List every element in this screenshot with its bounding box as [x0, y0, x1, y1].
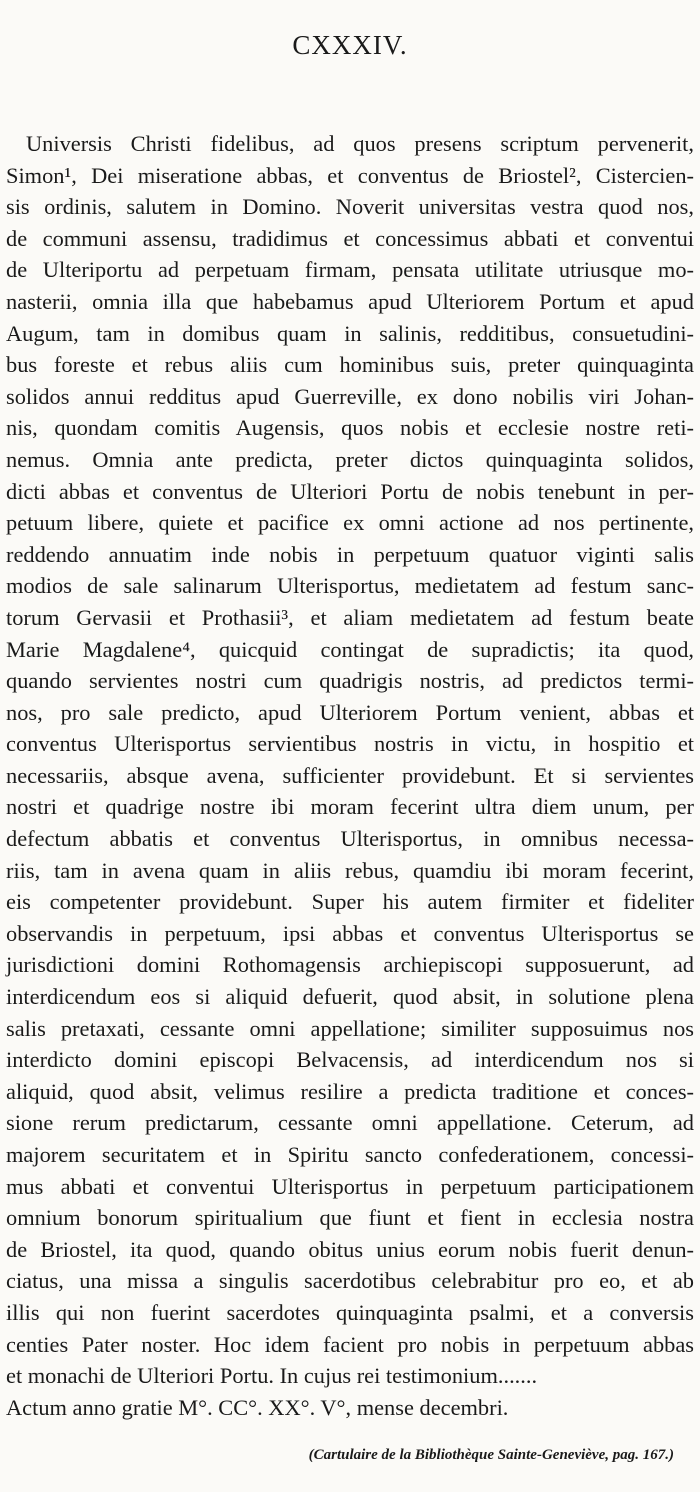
text-line: modios de sale salinarum Ulterisportus, medietatem ad festum sanc-: [6, 573, 694, 599]
text-line: nos, pro sale predicto, apud Ulteriorem Portum venient, abbas et: [6, 699, 694, 725]
text-line: aliquid, quod absit, velimus resilire a predicta traditione et conces-: [6, 1078, 694, 1104]
text-line: eis competenter providebunt. Super his autem firmiter et fideliter: [6, 889, 694, 915]
text-line: omnium bonorum spiritualium que fiunt et fient in ecclesia nostra: [6, 1205, 694, 1231]
text-line: majorem securitatem et in Spiritu sancto confederationem, concessi-: [6, 1142, 694, 1167]
text-line: mus abbati et conventui Ulterisportus in perpetuum participationem: [6, 1173, 694, 1199]
text-line: centies Pater noster. Hoc idem facient pro nobis in perpetuum abbas: [6, 1331, 694, 1357]
text-line: reddendo annuatim inde nobis in perpetuum quatuor viginti salis: [6, 541, 694, 567]
text-line: Actum anno gratie M°. CC°. XX°. V°, mense decembri.: [6, 1394, 509, 1420]
text-line: necessariis, absque avena, sufficienter providebunt. Et si servientes: [6, 762, 694, 788]
text-line: ciatus, una missa a singulis sacerdotibus celebrabitur pro eo, et ab: [6, 1268, 694, 1294]
text-line: sis ordinis, salutem in Domino. Noverit universitas vestra quod nos,: [6, 194, 694, 220]
text-line: dicti abbas et conventus de Ulteriori Portu de nobis tenebunt in per-: [6, 478, 694, 504]
text-line: nis, quondam comitis Augensis, quos nobis et ecclesie nostre reti-: [6, 415, 694, 441]
text-line: de Ulteriportu ad perpetuam firmam, pensata utilitate utriusque mo-: [6, 257, 694, 283]
text-line: de Briostel, ita quod, quando obitus unius eorum nobis fuerit denun-: [6, 1236, 694, 1262]
text-line: salis pretaxati, cessante omni appellatione; similiter supposuimus nos: [6, 1015, 694, 1041]
text-line: nemus. Omnia ante predicta, preter dictos quinquaginta solidos,: [6, 446, 694, 472]
text-line: interdicendum eos si aliquid defuerit, quod absit, in solutione plena: [6, 984, 694, 1010]
text-line: sione rerum predictarum, cessante omni appellatione. Ceterum, ad: [6, 1110, 694, 1136]
charter-number-heading: CXXXIV.: [292, 30, 408, 60]
text-line: Universis Christi fidelibus, ad quos presens scriptum pervenerit,: [26, 131, 694, 156]
text-line: defectum abbatis et conventus Ulterisportus, in omnibus necessa-: [6, 826, 694, 852]
source-citation: (Cartulaire de la Bibliothèque Sainte-Geneviève, pag. 167.): [308, 1447, 674, 1463]
text-line: Augum, tam in domibus quam in salinis, redditibus, consuetudini-: [6, 320, 694, 346]
text-line: conventus Ulterisportus servientibus nostris in victu, in hospitio et: [6, 731, 694, 757]
text-line: quando servientes nostri cum quadrigis nostris, ad predictos termi-: [6, 668, 694, 694]
text-line: nasterii, omnia illa que habebamus apud Ulteriorem Portum et apud: [6, 288, 694, 314]
text-line: bus foreste et rebus aliis cum hominibus suis, preter quinquaginta: [6, 352, 694, 378]
text-line: Marie Magdalene⁴, quicquid contingat de supradictis; ita quod,: [6, 636, 694, 662]
text-line: nostri et quadrige nostre ibi moram fecerint ultra diem unum, per: [6, 794, 694, 820]
text-line: observandis in perpetuum, ipsi abbas et conventus Ulterisportus se: [6, 920, 694, 946]
text-line: et monachi de Ulteriori Portu. In cujus rei testimonium.......: [6, 1363, 538, 1389]
text-line: riis, tam in avena quam in aliis rebus, quamdiu ibi moram fecerint,: [6, 857, 694, 883]
text-line: petuum libere, quiete et pacifice ex omni actione ad nos pertinente,: [6, 510, 694, 536]
text-line: jurisdictioni domini Rothomagensis archiepiscopi supposuerunt, ad: [6, 952, 694, 978]
text-line: torum Gervasii et Prothasii³, et aliam medietatem ad festum beate: [6, 604, 694, 630]
charter-text: [6, 128, 694, 1423]
text-line: interdicto domini episcopi Belvacensis, ad interdicendum nos si: [6, 1047, 694, 1073]
text-line: solidos annui redditus apud Guerreville, ex dono nobilis viri Johan-: [6, 383, 694, 409]
text-line: Simon¹, Dei miseratione abbas, et conventus de Briostel², Cistercien-: [6, 162, 694, 188]
text-line: illis qui non fuerint sacerdotes quinquaginta psalmi, et a conversis: [6, 1299, 694, 1325]
text-line: de communi assensu, tradidimus et concessimus abbati et conventui: [6, 225, 694, 251]
